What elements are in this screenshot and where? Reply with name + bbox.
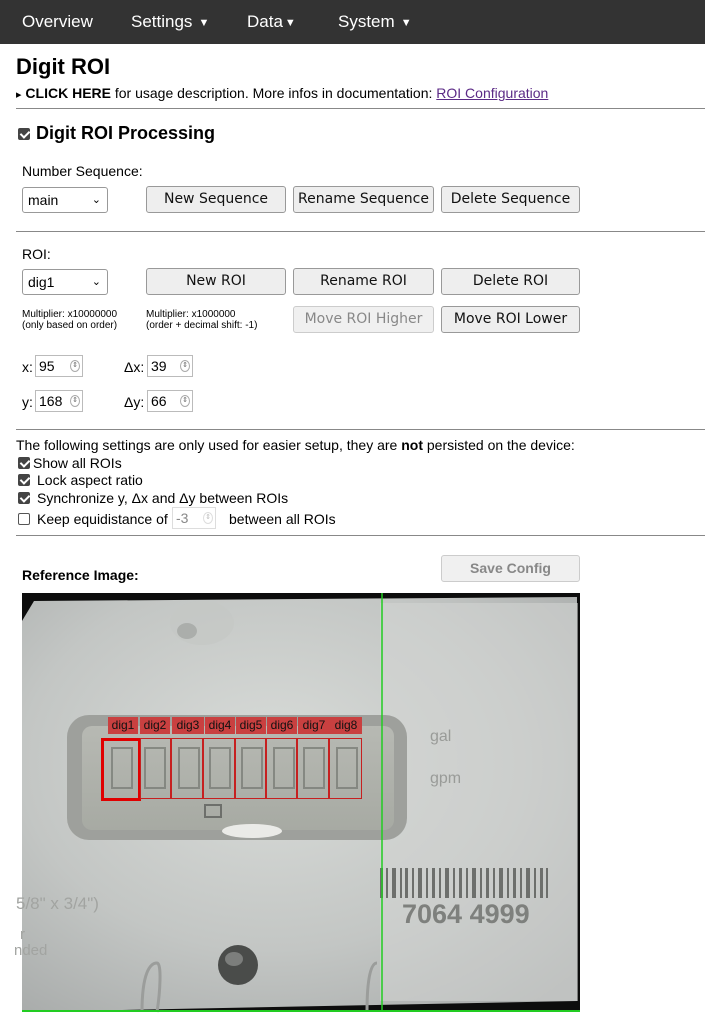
lock-aspect-checkbox[interactable] [18, 474, 30, 486]
roi-label-dig6: dig6 [267, 717, 297, 734]
processing-label: Digit ROI Processing [36, 123, 216, 143]
roi-box-dig4[interactable] [203, 738, 235, 799]
roi-configuration-link[interactable]: ROI Configuration [436, 85, 549, 101]
nav-settings-label: Settings [131, 12, 193, 31]
chevron-down-icon: ⌄ [91, 194, 101, 206]
move-roi-higher-button[interactable]: Move ROI Higher [293, 306, 434, 333]
dy-input[interactable] [147, 390, 193, 412]
show-all-rois-row [18, 455, 122, 471]
sequence-select-value: main [28, 192, 59, 208]
roi-box-dig8[interactable] [329, 738, 362, 799]
multiplier-next-line1: Multiplier: x1000000 [146, 309, 236, 320]
spinner-icon[interactable]: ⇕ [70, 360, 80, 372]
show-all-rois-checkbox[interactable] [18, 457, 30, 469]
meter-photo [14, 593, 580, 1012]
y-label: y: [22, 394, 33, 410]
nav-overview-label: Overview [22, 12, 93, 31]
nav-data[interactable] [247, 0, 296, 44]
roi-label: ROI: [22, 246, 51, 262]
roi-label-dig7: dig7 [298, 717, 330, 734]
roi-label-dig3: dig3 [172, 717, 204, 734]
click-here-toggle[interactable]: CLICK HERE [25, 85, 111, 101]
spinner-icon[interactable]: ⇕ [180, 395, 190, 407]
disclosure-triangle-icon[interactable]: ▸ [16, 89, 22, 101]
lock-aspect-row [18, 472, 143, 488]
chevron-down-icon: ⌄ [91, 276, 101, 288]
reference-image-label: Reference Image: [22, 567, 139, 583]
multiplier-next [146, 309, 257, 331]
y-value: 168 [39, 393, 63, 409]
roi-box-dig1[interactable] [101, 738, 141, 801]
meter-serial-text: 7064 4999 [402, 899, 530, 929]
divider [16, 535, 705, 536]
roi-label-dig2: dig2 [140, 717, 170, 734]
chevron-down-icon: ▼ [284, 17, 296, 29]
multiplier-current-line2: (only based on order) [22, 320, 118, 331]
divider [16, 429, 705, 430]
number-sequence-label: Number Sequence: [22, 163, 143, 179]
nav-overview[interactable] [22, 0, 93, 44]
delete-sequence-button[interactable]: Delete Sequence [441, 186, 580, 213]
roi-label-dig1: dig1 [108, 717, 138, 734]
top-nav-bar [0, 0, 705, 44]
meter-size-text: 5/8" x 3/4") [16, 894, 99, 913]
roi-select-value: dig1 [28, 274, 55, 290]
roi-box-dig6[interactable] [266, 738, 297, 799]
x-value: 95 [39, 358, 55, 374]
roi-box-dig5[interactable] [235, 738, 266, 799]
roi-label-dig4: dig4 [205, 717, 235, 734]
nav-system-label: System [338, 12, 395, 31]
dx-label: Δx: [124, 359, 145, 375]
roi-label-dig8: dig8 [330, 717, 362, 734]
roi-select[interactable] [22, 269, 108, 295]
meter-gpm-text: gpm [430, 770, 462, 787]
save-config-button[interactable]: Save Config [441, 555, 580, 582]
delete-roi-button[interactable]: Delete ROI [441, 268, 580, 295]
nav-settings[interactable] [131, 0, 209, 44]
roi-box-dig2[interactable] [140, 738, 171, 799]
chevron-down-icon: ▼ [198, 17, 210, 29]
equidistance-row [18, 511, 168, 527]
equidistance-label-post: between all ROIs [229, 511, 336, 527]
equidistance-value: -3 [176, 510, 189, 526]
multiplier-current [22, 309, 117, 331]
dy-label: Δy: [124, 394, 145, 410]
nav-system[interactable] [338, 0, 412, 44]
sync-row [18, 490, 288, 506]
page-title: Digit ROI [16, 54, 111, 79]
y-input[interactable] [35, 390, 83, 412]
divider [16, 231, 705, 232]
processing-checkbox[interactable] [18, 128, 30, 140]
new-roi-button[interactable]: New ROI [146, 268, 286, 295]
sync-checkbox[interactable] [18, 492, 30, 504]
meter-nded-text: nded [14, 942, 48, 959]
multiplier-next-line2: (order + decimal shift: -1) [146, 320, 258, 331]
equidistance-checkbox[interactable] [18, 513, 30, 525]
multiplier-current-line1: Multiplier: x10000000 [22, 309, 118, 320]
meter-r-text: r [20, 926, 25, 943]
lock-aspect-label: Lock aspect ratio [37, 472, 143, 488]
rename-sequence-button[interactable]: Rename Sequence [293, 186, 434, 213]
rename-roi-button[interactable]: Rename ROI [293, 268, 434, 295]
sync-label: Synchronize y, Δx and Δy between ROIs [37, 490, 289, 506]
setup-note [16, 437, 575, 453]
roi-label-dig5: dig5 [236, 717, 266, 734]
equidistance-input[interactable] [172, 507, 216, 529]
divider [16, 108, 705, 109]
setup-note-post: persisted on the device: [422, 437, 575, 453]
spinner-icon[interactable]: ⇕ [70, 395, 80, 407]
x-input[interactable] [35, 355, 83, 377]
usage-text: for usage description. More infos in documentation: [110, 85, 437, 101]
chevron-down-icon: ▼ [400, 17, 412, 29]
roi-box-dig3[interactable] [171, 738, 203, 799]
equidistance-label-pre: Keep equidistance of [37, 511, 168, 527]
dy-value: 66 [151, 393, 167, 409]
usage-line [16, 85, 548, 101]
setup-note-bold: not [401, 437, 423, 453]
new-sequence-button[interactable]: New Sequence [146, 186, 286, 213]
setup-note-pre: The following settings are only used for easier setup, they are [16, 437, 402, 453]
processing-toggle-row [18, 123, 215, 144]
x-label: x: [22, 359, 33, 375]
spinner-icon[interactable]: ⇕ [180, 360, 190, 372]
dx-value: 39 [151, 358, 167, 374]
dx-input[interactable] [147, 355, 193, 377]
spinner-icon[interactable]: ⇕ [203, 512, 213, 524]
nav-data-label: Data [247, 12, 283, 31]
roi-box-dig7[interactable] [297, 738, 329, 799]
reference-image[interactable] [14, 593, 580, 1012]
show-all-rois-label: Show all ROIs [33, 455, 122, 471]
move-roi-lower-button[interactable]: Move ROI Lower [441, 306, 580, 333]
sequence-select[interactable] [22, 187, 108, 213]
meter-gal-text: gal [430, 728, 452, 745]
